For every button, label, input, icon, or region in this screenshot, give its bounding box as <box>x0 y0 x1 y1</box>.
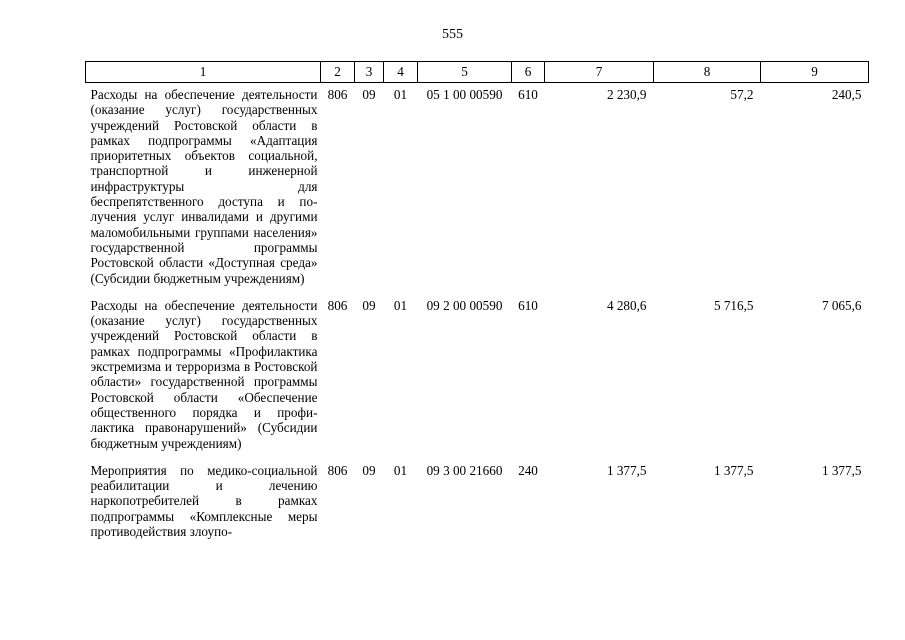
amount-col-9: 1 377,5 <box>821 462 862 478</box>
target-article-code: 09 2 00 00590 <box>426 297 503 313</box>
section-code: 09 <box>362 462 376 478</box>
table-row <box>86 83 869 294</box>
amount-col-7: 1 377,5 <box>606 462 647 478</box>
amount-col-8: 1 377,5 <box>713 462 754 478</box>
table-row <box>86 459 869 547</box>
amount-col-9: 240,5 <box>831 87 862 102</box>
amount-col-7: 2 230,9 <box>606 87 647 102</box>
row-description: Расходы на обеспечение деятельности (оказание услуг) государственных учреждений Ростовской области в рамках подпрограммы «Адаптация приоритетных объектов социальной, транспортной и инженерной инфраструктуры для беспрепятственного доступа и получения услуг инвалидами и другими маломобильными группами населения» государственной программы Ростовской области «Доступная среда» (Субсидии бюджетным учреждениям) <box>90 87 318 286</box>
row-description: Мероприятия по медико-социальной реабилитации и лечению наркопотребителей в рамках подпрограммы «Комплексные меры противодействия злоупо- <box>90 462 318 540</box>
expense-type-code: 610 <box>518 297 538 313</box>
budget-table <box>85 61 869 547</box>
section-code: 09 <box>362 297 376 313</box>
header-cell-9: 9 <box>761 62 869 83</box>
amount-col-7: 4 280,6 <box>606 297 647 313</box>
target-article-code: 05 1 00 00590 <box>426 87 503 102</box>
header-cell-3: 3 <box>355 62 384 83</box>
page-number: 555 <box>442 27 463 42</box>
amount-col-8: 5 716,5 <box>713 297 754 313</box>
header-cell-1: 1 <box>86 62 321 83</box>
header-cell-4: 4 <box>384 62 418 83</box>
ministry-code: 806 <box>327 297 348 313</box>
target-article-code: 09 3 00 21660 <box>426 462 503 478</box>
header-cell-5: 5 <box>418 62 512 83</box>
row-description: Расходы на обеспечение деятельности (оказание услуг) государственных учреждений Ростовской области в рамках подпрограммы «Профилактика экстремизма и терроризма в Ростовской области» государственной программы Ростовской области «Обеспечение общественного порядка и профилактика правонарушений» (Субсидии бюджетным учреждениям) <box>90 297 318 451</box>
header-cell-6: 6 <box>512 62 545 83</box>
header-cell-7: 7 <box>545 62 654 83</box>
amount-col-9: 7 065,6 <box>821 297 862 313</box>
header-cell-8: 8 <box>654 62 761 83</box>
ministry-code: 806 <box>327 87 348 102</box>
subsection-code: 01 <box>393 462 408 478</box>
section-code: 09 <box>362 87 376 102</box>
ministry-code: 806 <box>327 462 348 478</box>
subsection-code: 01 <box>393 87 408 102</box>
table-header-row <box>86 62 869 83</box>
expense-type-code: 610 <box>518 87 538 102</box>
table-row <box>86 294 869 459</box>
expense-type-code: 240 <box>518 462 538 478</box>
amount-col-8: 57,2 <box>730 87 754 102</box>
header-cell-2: 2 <box>321 62 355 83</box>
subsection-code: 01 <box>393 297 408 313</box>
